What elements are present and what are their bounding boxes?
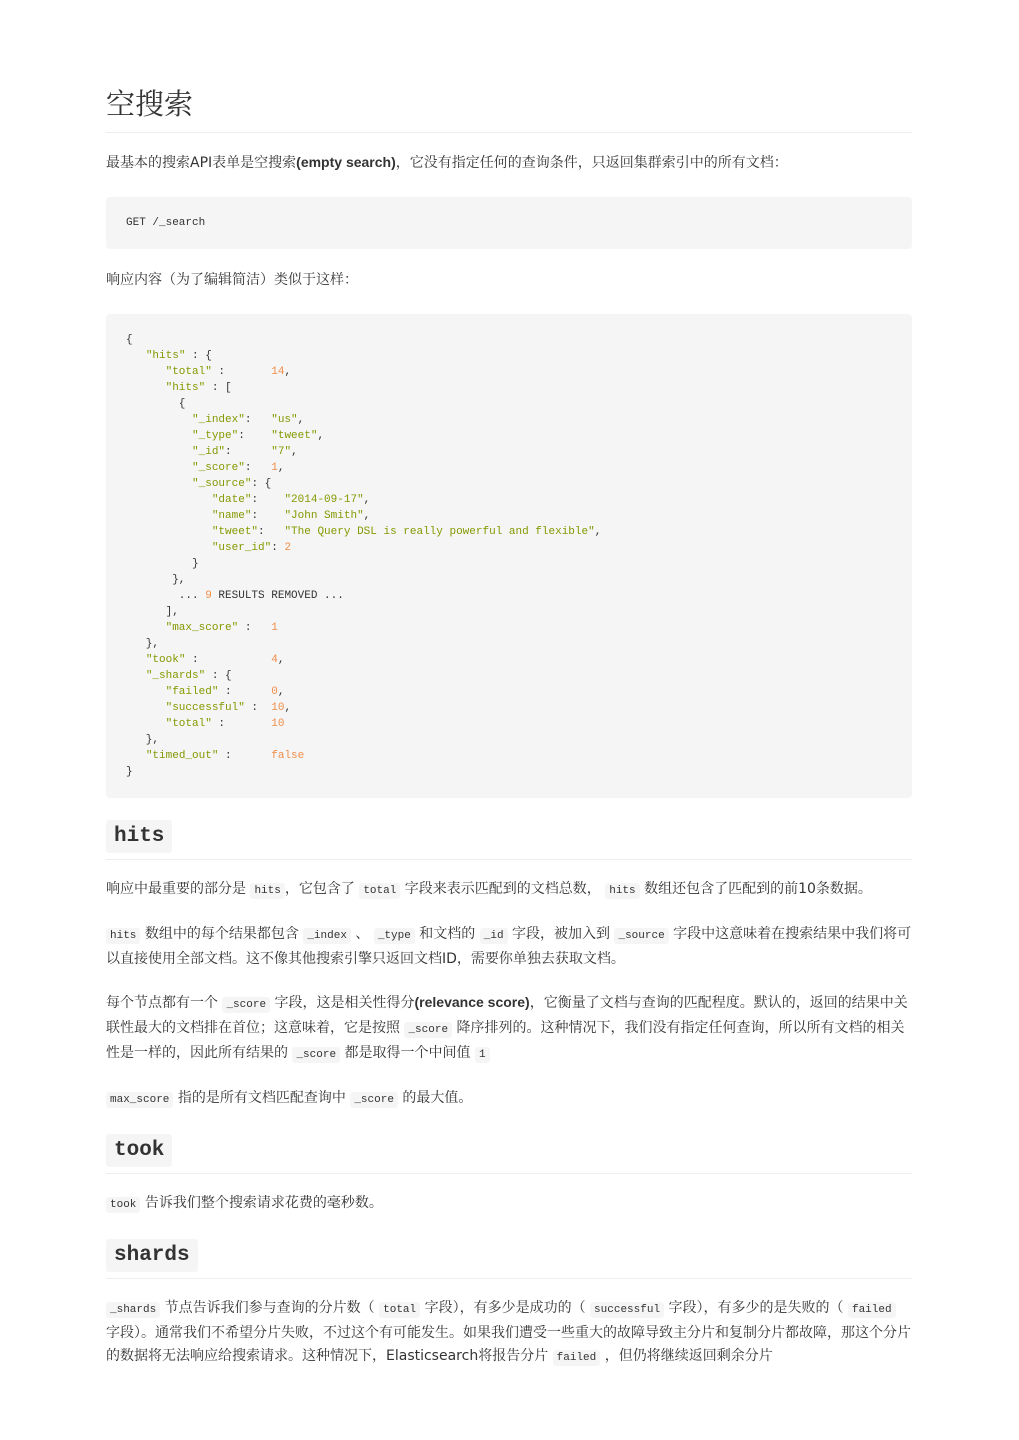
request-code-block xyxy=(106,197,912,249)
inline-code: _score xyxy=(222,997,270,1013)
inline-code: hits xyxy=(605,883,639,899)
json-max-score: 1 xyxy=(271,622,278,634)
inline-code: _score xyxy=(350,1092,398,1108)
hits-paragraph-1: 响应中最重要的部分是 hits ，它包含了 total 字段来表示匹配到的文档总数， hits 数组还包含了匹配到的前10条数据。 xyxy=(106,881,872,897)
bold-text: (relevance score) xyxy=(414,994,530,1010)
json-took: 4 xyxy=(271,654,278,666)
inline-code: _shards xyxy=(106,1302,160,1318)
json-tweet: "The Query DSL is really powerful and flexible" xyxy=(284,526,595,538)
request-code: GET /_search xyxy=(126,217,206,229)
inline-code: failed xyxy=(553,1350,601,1366)
hits-paragraph-2: hits 数组中的每个结果都包含 _index 、 _type 和文档的 _id 字段，被加入到 _source 字段中这意味着在搜索结果中我们将可以直接使用全部文档。这不像其他搜索引擎只返回文档ID，需要你单独去获取文档。 xyxy=(106,926,912,967)
inline-code: _score xyxy=(292,1047,340,1063)
inline-code: _index xyxy=(303,928,351,944)
json-shards-total: 10 xyxy=(271,718,285,730)
intro-bold: (empty search) xyxy=(296,154,396,170)
inline-code: failed xyxy=(848,1302,896,1318)
inline-code: hits xyxy=(250,883,284,899)
json-id: "7" xyxy=(271,446,292,458)
hits-paragraph-3: 每个节点都有一个 _score 字段，这是相关性得分(relevance score)，它衡量了文档与查询的匹配程度。默认的，返回的结果中关联性最大的文档排在首位；这意味着，它是按照 _score 降序排列的。这种情况下，我们没有指定任何查询，所以所有文档的相关性是一样的，因此所有结果的 _score 都是取得一个中间值 1 xyxy=(106,994,908,1061)
inline-code: took xyxy=(106,1197,140,1213)
section-heading-shards: shards xyxy=(106,1239,912,1279)
page-title: 空搜索 xyxy=(106,82,912,133)
section-heading-hits: hits xyxy=(106,820,912,860)
json-removed-count: 9 xyxy=(205,590,212,602)
inline-code: hits xyxy=(106,928,140,944)
inline-code: _score xyxy=(404,1022,452,1038)
inline-code: successful xyxy=(590,1302,664,1318)
inline-code: _type xyxy=(374,928,415,944)
json-total: 14 xyxy=(271,366,285,378)
inline-code: total xyxy=(359,883,400,899)
json-index: "us" xyxy=(271,414,298,426)
section-heading-took: took xyxy=(106,1134,912,1174)
inline-code: max_score xyxy=(106,1092,173,1108)
intro-text-1: 最基本的搜索API表单是空搜索 xyxy=(106,155,297,171)
response-code-block: { "hits" : { "total" : 14, "hits" : [ { "_index": "us", "_type": "tweet", "_id": "7", "_score": 1, "_source": { "date": "2014-09-17", "name": "John Smith", "tweet": "The Query DSL is really powerful and flexible", "user_id": 2 } }, ... 9 RESULTS REMOVED ... ], "max_score" : 1 }, "took" : 4, "_shards" : { "failed" : 0, "successful" : 10, "total" : 10 }, "timed_out" : false } xyxy=(106,314,912,798)
article xyxy=(106,82,912,1370)
inline-code: _source xyxy=(614,928,668,944)
json-removed-text: RESULTS REMOVED ... xyxy=(211,590,344,602)
json-timed-out: false xyxy=(271,750,305,762)
json-type: "tweet" xyxy=(271,430,318,442)
json-failed: 0 xyxy=(271,686,278,698)
json-successful: 10 xyxy=(271,702,285,714)
hits-paragraph-4: max_score 指的是所有文档匹配查询中 _score 的最大值。 xyxy=(106,1087,912,1112)
inline-code: total xyxy=(379,1302,420,1318)
inline-code: _id xyxy=(480,928,508,944)
intro-paragraph xyxy=(106,151,912,175)
inline-code: 1 xyxy=(475,1047,490,1063)
json-user-id: 2 xyxy=(284,542,292,554)
response-intro: 响应内容（为了编辑简洁）类似于这样： xyxy=(106,272,358,288)
json-date: "2014-09-17" xyxy=(284,494,364,506)
shards-paragraph: _shards 节点告诉我们参与查询的分片数（ total 字段），有多少是成功的（ successful 字段），有多少的是失败的（ failed 字段）。通常我们不希望分片失败，不过这个有可能发生。如果我们遭受一些重大的故障导致主分片和复制分片都故障，那这个分片的数据将无法响应给搜索请求。这种情况下，Elasticsearch将报告分片 failed ，但仍将继续返回剩余分片 xyxy=(106,1300,911,1364)
intro-text-2: ，它没有指定任何的查询条件，只返回集群索引中的所有文档： xyxy=(395,155,788,171)
took-paragraph: took 告诉我们整个搜索请求花费的毫秒数。 xyxy=(106,1192,912,1217)
json-name: "John Smith" xyxy=(284,510,364,522)
json-score: 1 xyxy=(271,462,278,474)
